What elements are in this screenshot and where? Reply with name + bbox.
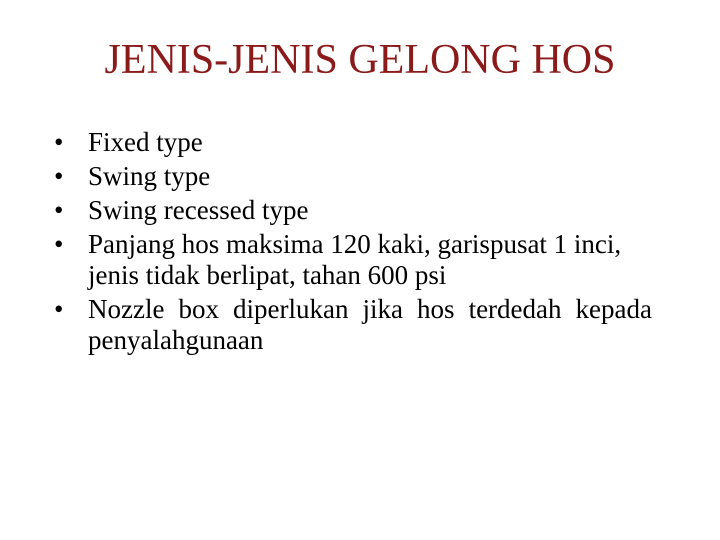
bullet-item bbox=[54, 294, 652, 356]
bullet-marker: • bbox=[54, 127, 64, 157]
bullet-text: Panjang hos maksima 120 kaki, garispusat 1 inci, jenis tidak berlipat, tahan 600 psi bbox=[88, 229, 622, 290]
bullet-marker: • bbox=[54, 161, 64, 191]
bullet-text: Swing recessed type bbox=[88, 195, 309, 225]
slide-title: JENIS-JENIS GELONG HOS bbox=[104, 37, 616, 83]
bullet-text: Fixed type bbox=[88, 127, 203, 157]
bullet-item bbox=[54, 195, 652, 226]
bullet-marker: • bbox=[54, 294, 64, 324]
bullet-text: Nozzle box diperlukan jika hos terdedah kepada penyalahgunaan bbox=[88, 294, 652, 355]
bullet-item bbox=[54, 161, 652, 192]
bullet-marker: • bbox=[54, 195, 64, 225]
bullet-item bbox=[54, 127, 652, 158]
bullet-marker: • bbox=[54, 229, 64, 259]
bullet-text: Swing type bbox=[88, 161, 211, 191]
bullet-list bbox=[54, 127, 652, 359]
bullet-item bbox=[54, 229, 652, 291]
